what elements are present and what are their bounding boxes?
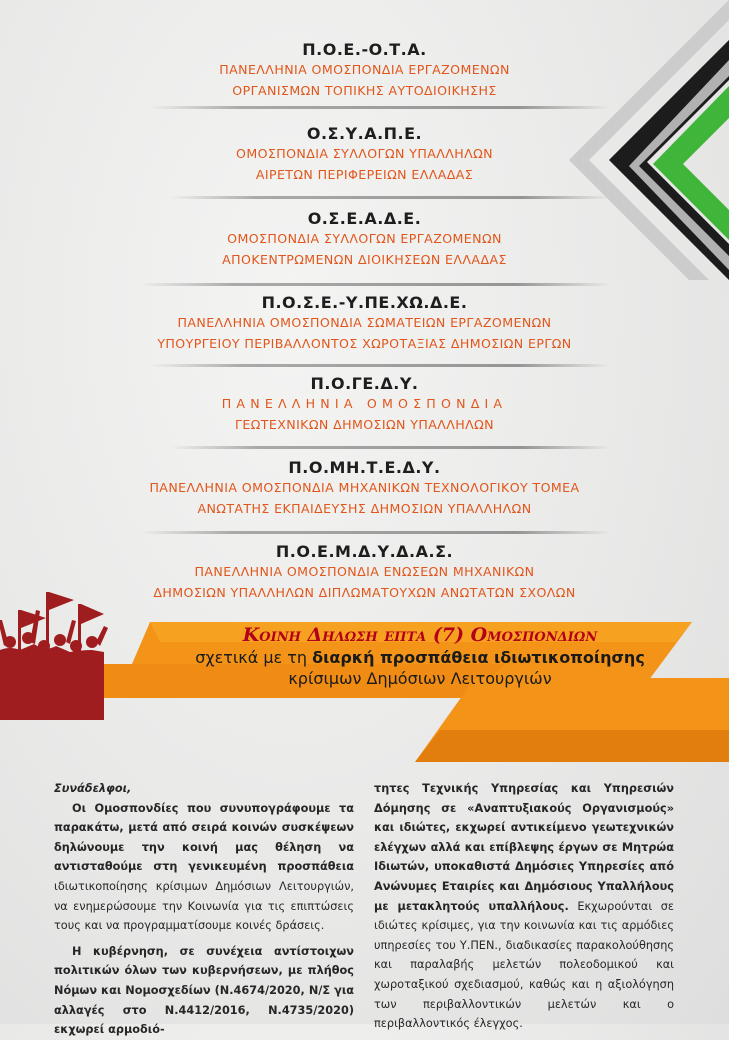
federation-abbr: Π.Ο.Σ.Ε.-Υ.ΠΕ.ΧΩ.Δ.Ε. (261, 293, 468, 312)
body-column-right (374, 779, 674, 1034)
federation-name-line: ΑΝΩΤΑΤΗΣ ΕΚΠΑΙΔΕΥΣΗΣ ΔΗΜΟΣΙΩΝ ΥΠΑΛΛΗΛΩΝ (197, 501, 532, 516)
statement-title-line1: Κοινη Δηλωση επτα (7) Ομοσπονδιων (242, 624, 598, 646)
federation-3 (0, 209, 729, 270)
federation-5 (0, 374, 729, 435)
paragraph-2: Η κυβέρνηση, σε συνέχεια αντίστοιχων πολιτικών όλων των κυβερνήσεων, με πλήθος Νόμων και Νομοσχεδίων (Ν.4674/2020, Ν/Σ για αλλαγές στο Ν.4412/2016, Ν.4735/2020) εκχωρεί αρμοδιό- (54, 944, 354, 1037)
federation-1 (0, 40, 729, 101)
paragraph-1-rest: ιδιωτικοποίησης κρίσιμων Δημόσιων Λειτουργιών, να ενημερώσουμε την Κοινωνία για τις επιπτώσεις τους και να προγραμματίσουμε κοινές δράσεις. (54, 879, 354, 933)
federation-abbr: Ο.Σ.Υ.Α.Π.Ε. (306, 124, 423, 143)
federation-name-line: ΟΜΟΣΠΟΝΔΙΑ ΣΥΛΛΟΓΩΝ ΕΡΓΑΖΟΜΕΝΩΝ (227, 231, 502, 246)
federation-name-line: ΑΙΡΕΤΩΝ ΠΕΡΙΦΕΡΕΙΩΝ ΕΛΛΑΔΑΣ (255, 167, 474, 182)
federation-name-line: ΠΑΝΕΛΛΗΝΙΑ ΟΜΟΣΠΟΝΔΙΑ ΕΝΩΣΕΩΝ ΜΗΧΑΝΙΚΩΝ (194, 564, 535, 579)
federation-abbr: Π.Ο.Ε.-Ο.Τ.Α. (302, 40, 427, 59)
federation-name-line: ΟΜΟΣΠΟΝΔΙΑ ΣΥΛΛΟΓΩΝ ΥΠΑΛΛΗΛΩΝ (236, 146, 493, 161)
federation-name-line: ΠΑΝΕΛΛΗΝΙΑ ΟΜΟΣΠΟΝΔΙΑ ΕΡΓΑΖΟΜΕΝΩΝ (219, 62, 510, 77)
federation-name-line: ΟΡΓΑΝΙΣΜΩΝ ΤΟΠΙΚΗΣ ΑΥΤΟΔΙΟΙΚΗΣΗΣ (232, 83, 497, 98)
title-line2-prefix: σχετικά με τη (195, 648, 313, 667)
body-column-left (54, 779, 354, 1040)
federation-6 (0, 458, 729, 519)
protesters-icon (0, 592, 108, 720)
federation-name-line: ΠΑΝΕΛΛΗΝΙΑ ΟΜΟΣΠΟΝΔΙΑ (221, 396, 508, 411)
statement-title-line3: κρίσιμων Δημόσιων Λειτουργιών (288, 669, 552, 688)
federation-name-line: ΥΠΟΥΡΓΕΙΟΥ ΠΕΡΙΒΑΛΛΟΝΤΟΣ ΧΩΡΟΤΑΞΙΑΣ ΔΗΜΟΣΙΩΝ ΕΡΓΩΝ (157, 336, 572, 351)
federation-abbr: Π.Ο.ΜΗ.Τ.Ε.Δ.Υ. (288, 458, 441, 477)
federation-4 (0, 293, 729, 354)
statement-title-line2 (120, 648, 720, 667)
greeting: Συνάδελφοι, (54, 782, 132, 795)
federation-name-line: ΠΑΝΕΛΛΗΝΙΑ ΟΜΟΣΠΟΝΔΙΑ ΜΗΧΑΝΙΚΩΝ ΤΕΧΝΟΛΟΓΙΚΟΥ ΤΟΜΕΑ (149, 480, 580, 495)
federation-abbr: Π.Ο.ΓΕ.Δ.Υ. (310, 374, 419, 393)
paragraph-3 (374, 779, 674, 1034)
federation-abbr: Ο.Σ.Ε.Α.Δ.Ε. (307, 209, 422, 228)
paragraph-1 (54, 799, 354, 936)
federation-name-line: ΠΑΝΕΛΛΗΝΙΑ ΟΜΟΣΠΟΝΔΙΑ ΣΩΜΑΤΕΙΩΝ ΕΡΓΑΖΟΜΕΝΩΝ (177, 315, 552, 330)
paragraph-1-bold: Οι Ομοσπονδίες που συνυπογράφουμε τα παρακάτω, μετά από σειρά κοινών συσκέψεων δηλώνουμε την κοινή μας θέληση να αντισταθούμε στη γενικευμένη προσπάθεια (54, 801, 354, 874)
federation-2 (0, 124, 729, 185)
paragraph-3-bold: τητες Τεχνικής Υπηρεσίας και Υπηρεσιών Δόμησης σε «Αναπτυξιακούς Οργανισμούς» και ιδιώτες, εκχωρεί αντικείμενο γεωτεχνικών ελέγχων αλλά και επίβλεψης έργων σε Μητρώα Ιδιωτών, υποκαθιστά Δημόσιες Υπηρεσίες από Ανώνυμες Εταιρίες και Δημόσιους Υπαλλήλους με μετακλητούς υπαλλήλους. (374, 782, 674, 913)
federation-abbr: Π.Ο.Ε.Μ.Δ.Υ.Δ.Α.Σ. (275, 542, 454, 561)
title-line2-bold: διαρκή προσπάθεια ιδιωτικοποίησης (312, 648, 645, 667)
statement-title (120, 624, 720, 688)
federation-name-line: ΓΕΩΤΕΧΝΙΚΩΝ ΔΗΜΟΣΙΩΝ ΥΠΑΛΛΗΛΩΝ (234, 417, 495, 432)
federation-name-line: ΔΗΜΟΣΙΩΝ ΥΠΑΛΛΗΛΩΝ ΔΙΠΛΩΜΑΤΟΥΧΩΝ ΑΝΩΤΑΤΩΝ ΣΧΟΛΩΝ (153, 585, 576, 600)
federation-name-line: ΑΠΟΚΕΝΤΡΩΜΕΝΩΝ ΔΙΟΙΚΗΣΕΩΝ ΕΛΛΑΔΑΣ (222, 252, 507, 267)
paragraph-3-rest: Εκχωρούνται σε ιδιώτες κρίσιμες, για την κοινωνία και τις αρμόδιες υπηρεσίες του Υ.ΠΕΝ., διαδικασίες παρακολούθησης και παραλαβής μελετών πολεοδομικού και χωροταξικού σχεδιασμού, καθώς και η αξιολόγηση των περιβαλλοντικών μελετών και ο περιβαλλοντικός έλεγχος. (374, 899, 675, 1031)
